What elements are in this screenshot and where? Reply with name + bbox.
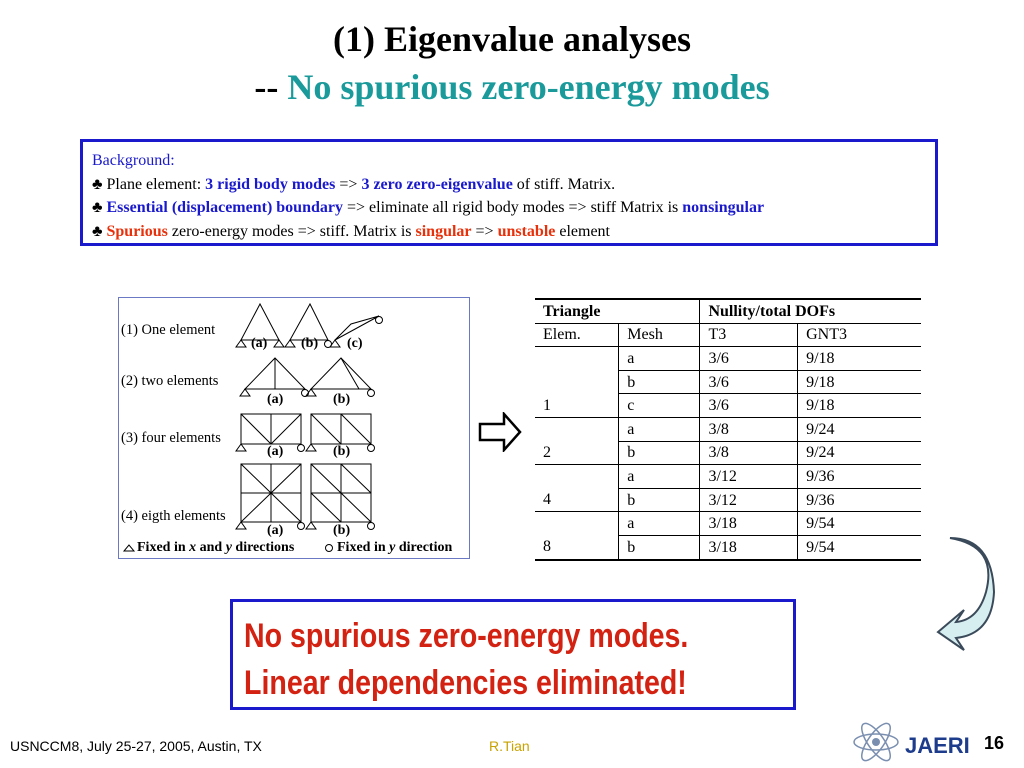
table-cell: c xyxy=(619,394,700,418)
atom-logo-icon xyxy=(850,722,902,762)
row-label-eight-elements: (4) eigth elements xyxy=(121,508,226,524)
sub-label-c: (c) xyxy=(347,336,363,351)
table-cell: a xyxy=(619,512,700,536)
table-cell: a xyxy=(619,347,700,371)
table-cell: b xyxy=(619,441,700,465)
conclusion-line-2: Linear dependencies eliminated! xyxy=(244,664,687,702)
table-cell: a xyxy=(619,417,700,441)
background-line-1 xyxy=(92,173,935,197)
club-bullet-icon: ♣ xyxy=(92,175,103,193)
bg2-a: Essential (displacement) boundary xyxy=(106,199,343,216)
table-row xyxy=(535,370,921,394)
results-table xyxy=(535,298,921,561)
table-cell: b xyxy=(619,370,700,394)
table-cell xyxy=(535,512,619,536)
subtitle-accent: No spurious zero-energy modes xyxy=(287,67,770,107)
table-cell: 3/6 xyxy=(700,370,798,394)
table-cell: 2 xyxy=(535,441,619,465)
sub-label-a: (a) xyxy=(251,336,268,351)
bg1-d: 3 zero zero-eigenvalue xyxy=(361,175,513,193)
table-cell: 8 xyxy=(535,535,619,559)
background-line-3 xyxy=(92,220,935,244)
club-bullet-icon: ♣ xyxy=(92,199,103,216)
table-cell: 3/8 xyxy=(700,441,798,465)
bg2-c: nonsingular xyxy=(682,199,765,216)
table-row xyxy=(535,488,921,512)
background-box xyxy=(80,139,938,246)
table-cell: 9/36 xyxy=(798,488,921,512)
bg3-c: singular xyxy=(415,222,472,240)
sub-label-b: (b) xyxy=(333,444,351,459)
club-bullet-icon: ♣ xyxy=(92,222,103,240)
table-cell: a xyxy=(619,465,700,489)
table-cell: 9/24 xyxy=(798,417,921,441)
legend-fixed-xy: Fixed in x and y directions xyxy=(137,540,295,555)
sub-label-b: (b) xyxy=(333,392,351,407)
bg3-e: unstable xyxy=(497,222,556,240)
row-label-two-elements: (2) two elements xyxy=(121,373,219,389)
table-cell xyxy=(535,465,619,489)
row-label-one-element: (1) One element xyxy=(121,322,216,338)
table-cell: 9/54 xyxy=(798,512,921,536)
background-line-2 xyxy=(92,196,935,220)
table-row xyxy=(535,347,921,371)
header-triangle: Triangle xyxy=(535,299,700,323)
table-cell: 3/18 xyxy=(700,535,798,559)
table-cell: 1 xyxy=(535,394,619,418)
legend-fixed-y: Fixed in y direction xyxy=(337,540,453,555)
table-cell: b xyxy=(619,535,700,559)
table-cell xyxy=(535,370,619,394)
table-header-row xyxy=(535,299,921,323)
table-cell xyxy=(535,347,619,371)
bg2-b: => eliminate all rigid body modes => stiff Matrix is xyxy=(346,199,679,216)
table-cell: 3/12 xyxy=(700,488,798,512)
conclusion-line-1: No spurious zero-energy modes. xyxy=(244,617,689,655)
table-cell xyxy=(535,417,619,441)
slide-subtitle xyxy=(0,64,1024,110)
table-row xyxy=(535,394,921,418)
sub-label-b: (b) xyxy=(301,336,319,351)
table-cell: 3/18 xyxy=(700,512,798,536)
subtitle-dashes: -- xyxy=(254,67,279,107)
table-cell: 9/18 xyxy=(798,347,921,371)
table-row xyxy=(535,441,921,465)
slide-title: (1) Eigenvalue analyses xyxy=(332,19,691,59)
conclusion-box xyxy=(230,599,796,710)
column-header: GNT3 xyxy=(798,323,921,347)
bg3-b: zero-energy modes => stiff. Matrix is xyxy=(171,222,412,240)
sub-label-b: (b) xyxy=(333,523,351,538)
bg3-f: element xyxy=(559,222,610,240)
sub-label-a: (a) xyxy=(267,523,284,538)
bg1-e: of stiff. Matrix. xyxy=(516,175,616,193)
table-row xyxy=(535,465,921,489)
sub-label-a: (a) xyxy=(267,392,284,407)
table-row xyxy=(535,512,921,536)
table-row xyxy=(535,417,921,441)
bg3-a: Spurious xyxy=(106,222,168,240)
header-nullity: Nullity/total DOFs xyxy=(700,299,921,323)
sub-label-a: (a) xyxy=(267,444,284,459)
table-cell: 9/18 xyxy=(798,394,921,418)
table-cell: 9/54 xyxy=(798,535,921,559)
row-label-four-elements: (3) four elements xyxy=(121,430,221,446)
bg1-a: Plane element: xyxy=(106,175,202,193)
jaeri-logo: JAERI xyxy=(905,733,970,758)
mesh-figure xyxy=(118,297,470,559)
bg3-d: => xyxy=(475,222,494,240)
background-heading: Background: xyxy=(92,152,175,169)
table-cell: 3/8 xyxy=(700,417,798,441)
footer-conference: USNCCM8, July 25-27, 2005, Austin, TX xyxy=(10,738,262,754)
table-cell: 3/6 xyxy=(700,394,798,418)
curved-arrow-icon xyxy=(936,536,996,652)
right-arrow-icon xyxy=(478,412,522,452)
table-cell: 9/24 xyxy=(798,441,921,465)
bg1-c: => xyxy=(339,175,358,193)
column-header: T3 xyxy=(700,323,798,347)
table-cell: 9/18 xyxy=(798,370,921,394)
footer-author: R.Tian xyxy=(489,738,530,754)
table-cell: 3/12 xyxy=(700,465,798,489)
table-cell: 4 xyxy=(535,488,619,512)
bg1-b: 3 rigid body modes xyxy=(205,175,336,193)
table-cell: 3/6 xyxy=(700,347,798,371)
table-row xyxy=(535,535,921,559)
table-column-row xyxy=(535,323,921,347)
column-header: Elem. xyxy=(535,323,619,347)
column-header: Mesh xyxy=(619,323,700,347)
table-cell: b xyxy=(619,488,700,512)
table-cell: 9/36 xyxy=(798,465,921,489)
page-number: 16 xyxy=(984,733,1005,753)
